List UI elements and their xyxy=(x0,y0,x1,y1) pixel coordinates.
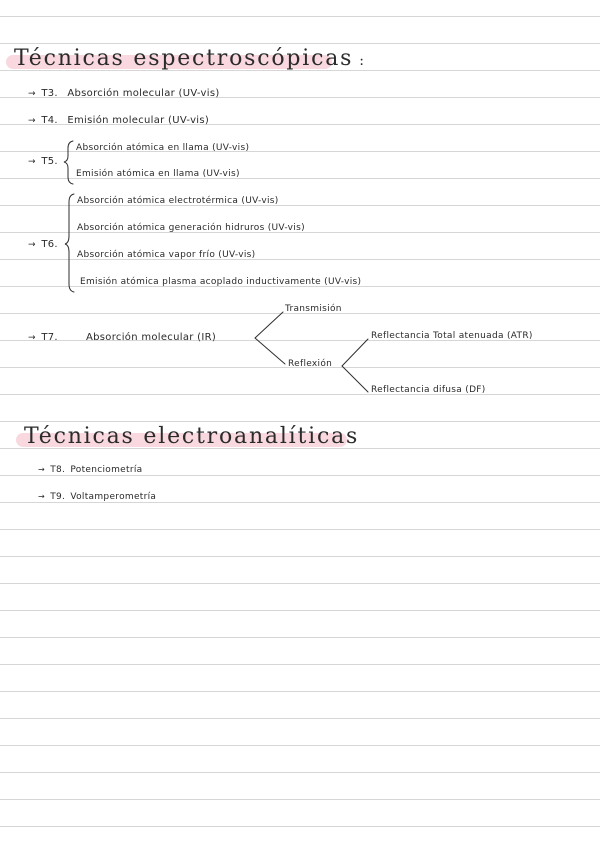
item-code: T8. xyxy=(50,465,66,475)
tree-t7-upper xyxy=(255,312,283,338)
t5-item-1: Absorción atómica en llama (UV-vis) xyxy=(76,143,250,153)
brace-t6 xyxy=(65,194,74,292)
tree-reflection-upper xyxy=(342,339,368,366)
item-code: T7. xyxy=(41,332,58,343)
t6-item-3: Absorción atómica vapor frío (UV-vis) xyxy=(77,250,256,260)
arrow-icon: → xyxy=(28,333,36,343)
t7-sub-df: Reflectancia difusa (DF) xyxy=(371,385,486,395)
item-code: T9. xyxy=(50,492,66,502)
item-code: T3. xyxy=(41,88,58,99)
tree-t7-lower xyxy=(255,338,285,364)
t6-item-1: Absorción atómica electrotérmica (UV-vis) xyxy=(77,196,279,206)
arrow-icon: → xyxy=(38,465,46,474)
item-code: T4. xyxy=(41,115,58,126)
section2-title: Técnicas electroanalíticas xyxy=(24,424,360,449)
brace-t5 xyxy=(64,141,73,184)
item-text: Absorción molecular (UV-vis) xyxy=(67,88,220,99)
item-code: T6. xyxy=(41,239,58,250)
t7-text: Absorción molecular (IR) xyxy=(86,332,217,343)
arrow-icon: → xyxy=(28,116,36,126)
arrow-icon: → xyxy=(28,157,36,167)
item-text: Voltamperometría xyxy=(70,492,157,502)
arrow-icon: → xyxy=(38,492,46,501)
t7-sub-atr: Reflectancia Total atenuada (ATR) xyxy=(371,331,533,341)
item-code: T5. xyxy=(41,156,58,167)
t7-branch-transmission: Transmisión xyxy=(285,304,342,314)
t6-item-2: Absorción atómica generación hidruros (UV-vis) xyxy=(77,223,305,233)
section1-title-text: Técnicas espectroscópicas xyxy=(14,46,354,71)
item-text: Emisión molecular (UV-vis) xyxy=(67,115,210,126)
arrow-icon: → xyxy=(28,240,36,250)
arrow-icon: → xyxy=(28,89,36,99)
section1-title-colon: : xyxy=(359,53,366,69)
tree-reflection-lower xyxy=(342,366,368,392)
item-text: Potenciometría xyxy=(70,465,143,475)
t5-item-2: Emisión atómica en llama (UV-vis) xyxy=(76,169,240,179)
t7-branch-reflection: Reflexión xyxy=(288,359,333,369)
t6-item-4: Emisión atómica plasma acoplado inductivamente (UV-vis) xyxy=(80,277,362,287)
